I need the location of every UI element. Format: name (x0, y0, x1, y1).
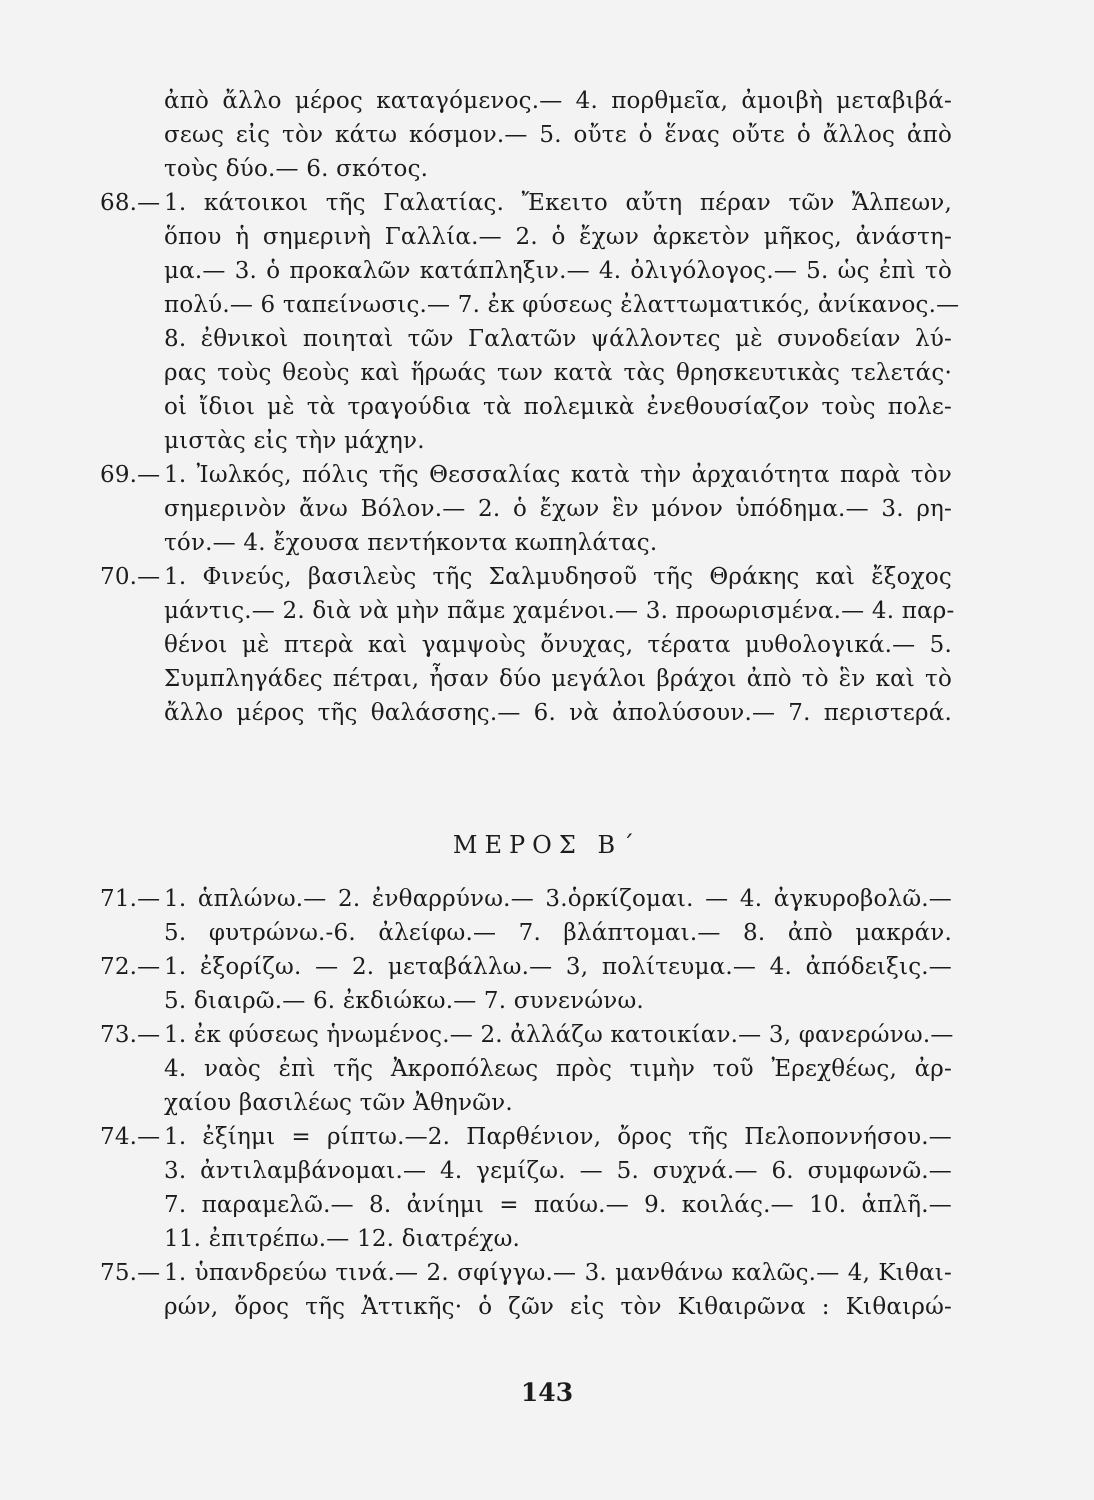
page-number: 143 (520, 1378, 574, 1407)
line-text: σημερινὸν ἄνω Βόλον.— 2. ὁ ἔχων ἓν μόνον ὑπόδημα.— 3. ρη- (164, 496, 952, 522)
text-line (100, 1018, 960, 1052)
text-line (100, 1120, 960, 1154)
line-text: 1. ἐξίημι = ρίπτω.—2. Παρθένιον, ὄρος τῆς Πελοποννήσου.— (164, 1124, 952, 1150)
text-line (100, 390, 960, 424)
line-text: μάντις.— 2. διὰ νὰ μὴν πᾶμε χαμένοι.— 3. προωρισμένα.— 4. παρ- (164, 598, 955, 624)
text-line (100, 594, 960, 628)
line-text: 4. ναὸς ἐπὶ τῆς Ἀκροπόλεως πρὸς τιμὴν τοῦ Ἐρεχθέως, ἀρ- (164, 1056, 952, 1082)
line-text: οἱ ἴδιοι μὲ τὰ τραγούδια τὰ πολεμικὰ ἐνεθουσίαζον τοὺς πολε- (164, 394, 952, 420)
text-line (100, 424, 960, 458)
line-text: 5. φυτρώνω.-6. ἀλείφω.— 7. βλάπτομαι.— 8. ἀπὸ μακράν. (164, 920, 952, 946)
line-text: ρών, ὄρος τῆς Ἀττικῆς· ὁ ζῶν εἰς τὸν Κιθαιρῶνα : Κιθαιρώ- (164, 1294, 952, 1320)
text-line (100, 1052, 960, 1086)
text-line (100, 118, 960, 152)
entry-number: 69.— (100, 462, 161, 488)
entry-number: 72.— (100, 954, 161, 980)
line-text: 8. ἐθνικοὶ ποιηταὶ τῶν Γαλατῶν ψάλλοντες μὲ συνοδείαν λύ- (164, 326, 952, 352)
text-line (100, 1188, 960, 1222)
line-text: 1. κάτοικοι τῆς Γαλατίας. Ἔκειτο αὔτη πέραν τῶν Ἄλπεων, (164, 190, 952, 216)
line-text: 1. ὑπανδρεύω τινά.— 2. σφίγγω.— 3. μανθάνω καλῶς.— 4, Κιθαι- (164, 1260, 952, 1286)
line-text: πολύ.— 6 ταπείνωσις.— 7. ἐκ φύσεως ἐλαττωματικός, ἀνίκανος.— (164, 292, 960, 318)
line-text: 1. ἁπλώνω.— 2. ἐνθαρρύνω.— 3.ὁρκίζομαι. — 4. ἀγκυροβολῶ.— (164, 886, 952, 912)
text-line (100, 254, 960, 288)
answers-part-a (100, 84, 960, 730)
text-line (100, 984, 960, 1018)
text-line (100, 152, 960, 186)
text-line (100, 356, 960, 390)
text-line (100, 560, 960, 594)
text-line (100, 1154, 960, 1188)
entry-number: 70.— (100, 564, 161, 590)
line-text: 1. Ἰωλκός, πόλις τῆς Θεσσαλίας κατὰ τὴν ἀρχαιότητα παρὰ τὸν (164, 462, 952, 488)
entry-number: 75.— (100, 1260, 161, 1286)
entry-number: 68.— (100, 190, 161, 216)
line-text: ρας τοὺς θεοὺς καὶ ἥρωάς των κατὰ τὰς θρησκευτικὰς τελετάς· (164, 360, 952, 386)
answers-part-b (100, 882, 960, 1324)
text-line (100, 458, 960, 492)
entry-number: 74.— (100, 1124, 161, 1150)
text-line (100, 916, 960, 950)
text-line (100, 84, 960, 118)
text-line (100, 1222, 960, 1256)
line-text: Συμπληγάδες πέτραι, ἦσαν δύο μεγάλοι βράχοι ἀπὸ τὸ ἓν καὶ τὸ (164, 666, 952, 692)
line-text: μα.— 3. ὁ προκαλῶν κατάπληξιν.— 4. ὀλιγόλογος.— 5. ὡς ἐπὶ τὸ (164, 258, 952, 284)
line-text: τοὺς δύο.— 6. σκότος. (164, 156, 429, 182)
text-line (100, 220, 960, 254)
text-line (100, 288, 960, 322)
line-text: ὅπου ἡ σημερινὴ Γαλλία.— 2. ὁ ἔχων ἀρκετὸν μῆκος, ἀνάστη- (164, 224, 952, 250)
text-line (100, 950, 960, 984)
text-line (100, 1086, 960, 1120)
text-line (100, 322, 960, 356)
line-text: μιστὰς εἰς τὴν μάχην. (164, 428, 425, 454)
line-text: θένοι μὲ πτερὰ καὶ γαμψοὺς ὄνυχας, τέρατα μυθολογικά.— 5. (164, 632, 952, 658)
text-line (100, 628, 960, 662)
line-text: 7. παραμελῶ.— 8. ἀνίημι = παύω.— 9. κοιλάς.— 10. ἁπλῆ.— (164, 1192, 952, 1218)
text-line (100, 696, 960, 730)
line-text: 5. διαιρῶ.— 6. ἐκδιώκω.— 7. συνενώνω. (164, 988, 644, 1014)
line-text: 3. ἀντιλαμβάνομαι.— 4. γεμίζω. — 5. συχνά.— 6. συμφωνῶ.— (164, 1158, 952, 1184)
text-line (100, 882, 960, 916)
line-text: 11. ἐπιτρέπω.— 12. διατρέχω. (164, 1226, 521, 1252)
text-line (100, 662, 960, 696)
line-text: 1. Φινεύς, βασιλεὺς τῆς Σαλμυδησοῦ τῆς Θράκης καὶ ἔξοχος (164, 564, 952, 590)
text-line (100, 186, 960, 220)
line-text: τόν.— 4. ἔχουσα πεντήκοντα κωπηλάτας. (164, 530, 658, 556)
line-text: ἀπὸ ἄλλο μέρος καταγόμενος.— 4. πορθμεῖα, ἀμοιβὴ μεταβιβά- (164, 88, 952, 114)
text-line (100, 1256, 960, 1290)
text-line (100, 1290, 960, 1324)
line-text: ἄλλο μέρος τῆς θαλάσσης.— 6. νὰ ἀπολύσουν.— 7. περιστερά. (164, 700, 952, 726)
text-line (100, 492, 960, 526)
entry-number: 71.— (100, 886, 161, 912)
section-heading: ΜΕΡΟΣ Β΄ (452, 831, 642, 859)
line-text: σεως εἰς τὸν κάτω κόσμον.— 5. οὔτε ὁ ἕνας οὔτε ὁ ἄλλος ἀπὸ (164, 122, 952, 148)
text-line (100, 526, 960, 560)
line-text: 1. ἐκ φύσεως ἡνωμένος.— 2. ἀλλάζω κατοικίαν.— 3, φανερώνω.— (164, 1022, 954, 1048)
line-text: 1. ἐξορίζω. — 2. μεταβάλλω.— 3, πολίτευμα.— 4. ἀπόδειξις.— (164, 954, 952, 980)
line-text: χαίου βασιλέως τῶν Ἀθηνῶν. (164, 1090, 513, 1116)
entry-number: 73.— (100, 1022, 161, 1048)
